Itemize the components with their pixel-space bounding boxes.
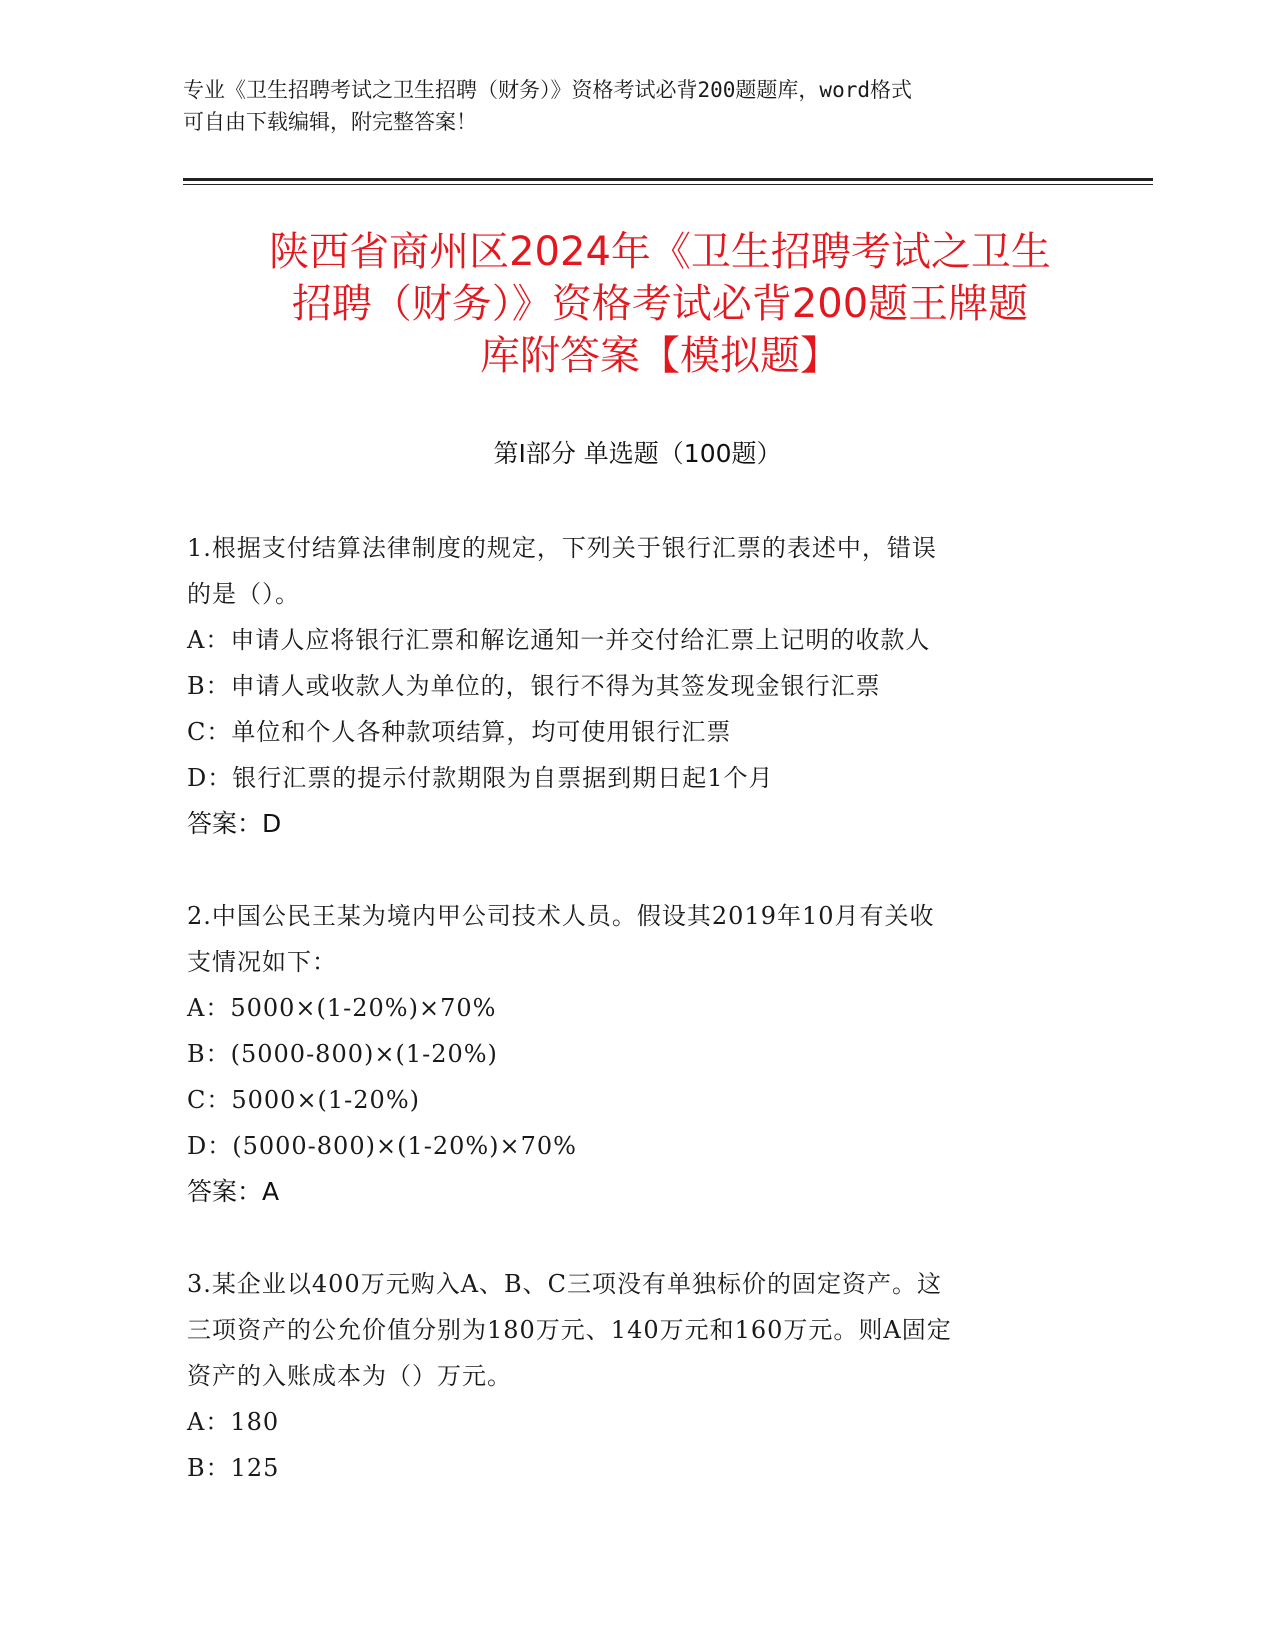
question-2: [187, 893, 1087, 1215]
header-note: [183, 74, 1063, 138]
option-b: B：(5000-800)×(1-20%): [187, 1040, 498, 1068]
header-note-line: 专业《卫生招聘考试之卫生招聘（财务）》资格考试必背200题题库，word格式: [183, 78, 912, 102]
question-stem-line: 3.某企业以400万元购入A、B、C三项没有单独标价的固定资产。这: [187, 1270, 943, 1298]
option-b: B：125: [187, 1454, 280, 1482]
title-line: 招聘（财务）》资格考试必背200题王牌题: [291, 281, 1029, 327]
question-stem-line: 的是（）。: [187, 580, 300, 608]
question-1: [187, 525, 1087, 847]
question-stem-line: 1.根据支付结算法律制度的规定，下列关于银行汇票的表述中，错误: [187, 534, 937, 562]
question-stem-line: 2.中国公民王某为境内甲公司技术人员。假设其2019年10月有关收: [187, 902, 935, 930]
option-a: A：5000×(1-20%)×70%: [187, 994, 497, 1022]
header-divider-thick: [183, 178, 1153, 181]
title-line: 库附答案【模拟题】: [480, 333, 840, 379]
section-heading: 第Ⅰ部分 单选题（100题）: [493, 439, 782, 468]
header-divider-thin: [183, 184, 1153, 185]
question-stem-line: 支情况如下：: [187, 948, 337, 976]
option-a: A：申请人应将银行汇票和解讫通知一并交付给汇票上记明的收款人: [187, 626, 931, 654]
title-line: 陕西省商州区2024年《卫生招聘考试之卫生: [269, 229, 1051, 275]
option-c: C：5000×(1-20%): [187, 1086, 420, 1114]
document-title: [160, 226, 1160, 382]
answer-label: 答案：A: [187, 1177, 280, 1206]
header-note-line: 可自由下载编辑，附完整答案！: [183, 110, 477, 134]
option-b: B：申请人或收款人为单位的，银行不得为其签发现金银行汇票: [187, 672, 881, 700]
option-d: D：(5000-800)×(1-20%)×70%: [187, 1132, 577, 1160]
option-c: C：单位和个人各种款项结算，均可使用银行汇票: [187, 718, 732, 746]
question-stem-line: 资产的入账成本为（）万元。: [187, 1362, 512, 1390]
option-d: D：银行汇票的提示付款期限为自票据到期日起1个月: [187, 764, 774, 792]
answer-label: 答案：D: [187, 809, 282, 838]
question-stem-line: 三项资产的公允价值分别为180万元、140万元和160万元。则A固定: [187, 1316, 952, 1344]
option-a: A：180: [187, 1408, 280, 1436]
question-list: [187, 525, 1087, 1537]
question-3: [187, 1261, 1087, 1491]
